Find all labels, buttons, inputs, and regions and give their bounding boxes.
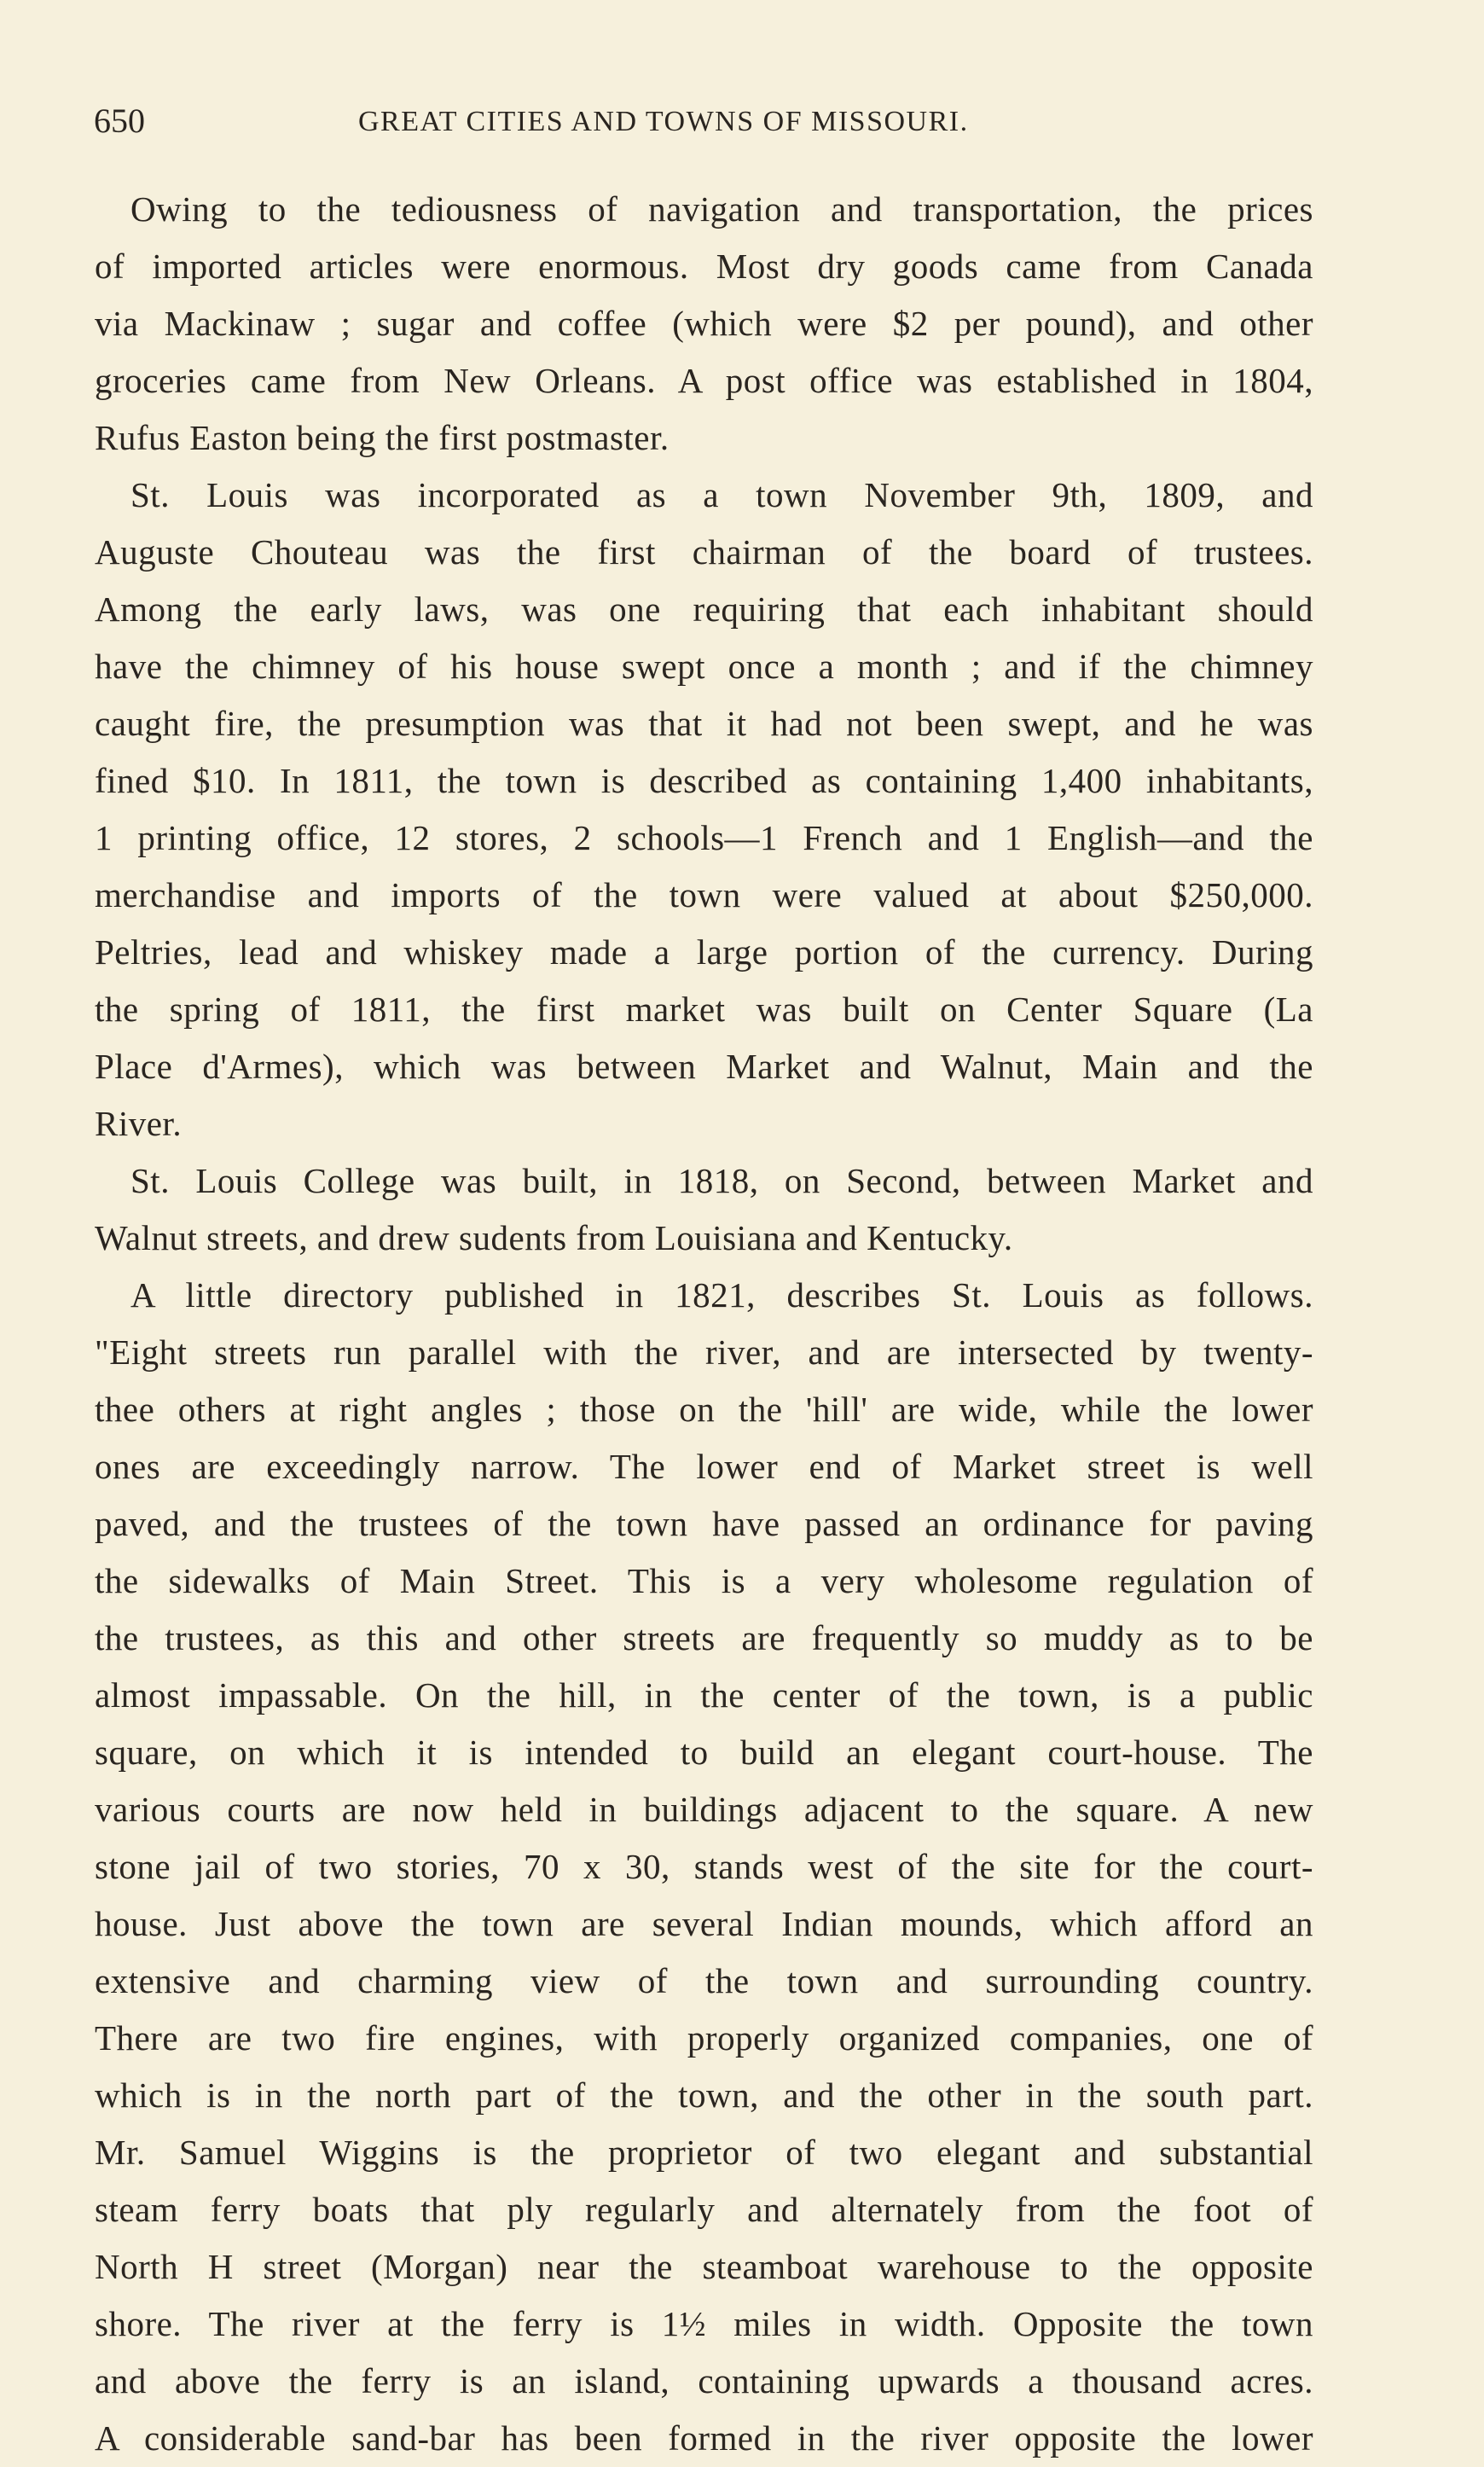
text-line: St. Louis College was built, in 1818, on Second, between Market and	[130, 1161, 1313, 1200]
text-line: steam ferry boats that ply regularly and alternately from the foot of	[95, 2190, 1313, 2229]
text-line: have the chimney of his house swept once a month ; and if the chimney	[95, 647, 1313, 686]
text-line: via Mackinaw ; sugar and coffee (which were $2 per pound), and other	[95, 304, 1313, 343]
text-line: North H street (Morgan) near the steamboat warehouse to the opposite	[95, 2247, 1313, 2286]
text-line: St. Louis was incorporated as a town November 9th, 1809, and	[130, 475, 1313, 514]
text-line: Auguste Chouteau was the first chairman of the board of trustees.	[95, 532, 1313, 572]
text-line: the spring of 1811, the first market was built on Center Square (La	[95, 990, 1313, 1029]
text-line: fined $10. In 1811, the town is described as containing 1,400 inhabitants,	[95, 761, 1313, 800]
running-title: GREAT CITIES AND TOWNS OF MISSOURI.	[358, 106, 969, 137]
text-line: Among the early laws, was one requiring that each inhabitant should	[95, 589, 1313, 629]
text-line: almost impassable. On the hill, in the center of the town, is a public	[95, 1675, 1313, 1715]
text-line: Owing to the tediousness of navigation and transportation, the prices	[130, 189, 1313, 229]
text-line: merchandise and imports of the town were valued at about $250,000.	[95, 875, 1313, 914]
text-line: square, on which it is intended to build an elegant court-house. The	[95, 1733, 1313, 1772]
text-line: of imported articles were enormous. Most dry goods came from Canada	[95, 247, 1313, 286]
text-line: stone jail of two stories, 70 x 30, stands west of the site for the court-	[95, 1847, 1313, 1886]
text-line: the trustees, as this and other streets are frequently so muddy as to be	[95, 1618, 1313, 1657]
text-line: River.	[95, 1104, 183, 1143]
text-line: house. Just above the town are several Indian mounds, which afford an	[95, 1904, 1313, 1943]
text-line: which is in the north part of the town, and the other in the south part.	[95, 2075, 1313, 2115]
text-line: caught fire, the presumption was that it had not been swept, and he was	[95, 704, 1313, 743]
text-line: paved, and the trustees of the town have passed an ordinance for paving	[95, 1504, 1313, 1543]
text-line: Place d'Armes), which was between Market and Walnut, Main and the	[95, 1047, 1313, 1086]
text-line: "Eight streets run parallel with the river, and are intersected by twenty-	[95, 1332, 1313, 1372]
text-line: Rufus Easton being the first postmaster.	[95, 418, 670, 457]
text-line: 1 printing office, 12 stores, 2 schools—1 French and 1 English—and the	[95, 818, 1313, 857]
text-line: shore. The river at the ferry is 1½ miles in width. Opposite the town	[95, 2304, 1313, 2343]
text-line: A little directory published in 1821, describes St. Louis as follows.	[130, 1275, 1313, 1315]
text-line: thee others at right angles ; those on the 'hill' are wide, while the lower	[95, 1390, 1313, 1429]
page-number: 650	[94, 102, 145, 140]
text-line: A considerable sand-bar has been formed in the river opposite the lower	[95, 2418, 1313, 2458]
body-text	[95, 181, 1313, 2467]
text-line: There are two fire engines, with properly organized companies, one of	[95, 2018, 1313, 2058]
text-line: and above the ferry is an island, containing upwards a thousand acres.	[95, 2361, 1313, 2400]
text-line: groceries came from New Orleans. A post office was established in 1804,	[95, 361, 1313, 400]
text-line: Walnut streets, and drew sudents from Louisiana and Kentucky.	[95, 1218, 1013, 1257]
text-line: Mr. Samuel Wiggins is the proprietor of two elegant and substantial	[95, 2133, 1313, 2172]
text-line: extensive and charming view of the town and surrounding country.	[95, 1961, 1313, 2000]
text-line: Peltries, lead and whiskey made a large portion of the currency. During	[95, 932, 1313, 972]
text-line: the sidewalks of Main Street. This is a very wholesome regulation of	[95, 1561, 1313, 1600]
text-line: various courts are now held in buildings adjacent to the square. A new	[95, 1790, 1313, 1829]
text-line: ones are exceedingly narrow. The lower end of Market street is well	[95, 1447, 1313, 1486]
